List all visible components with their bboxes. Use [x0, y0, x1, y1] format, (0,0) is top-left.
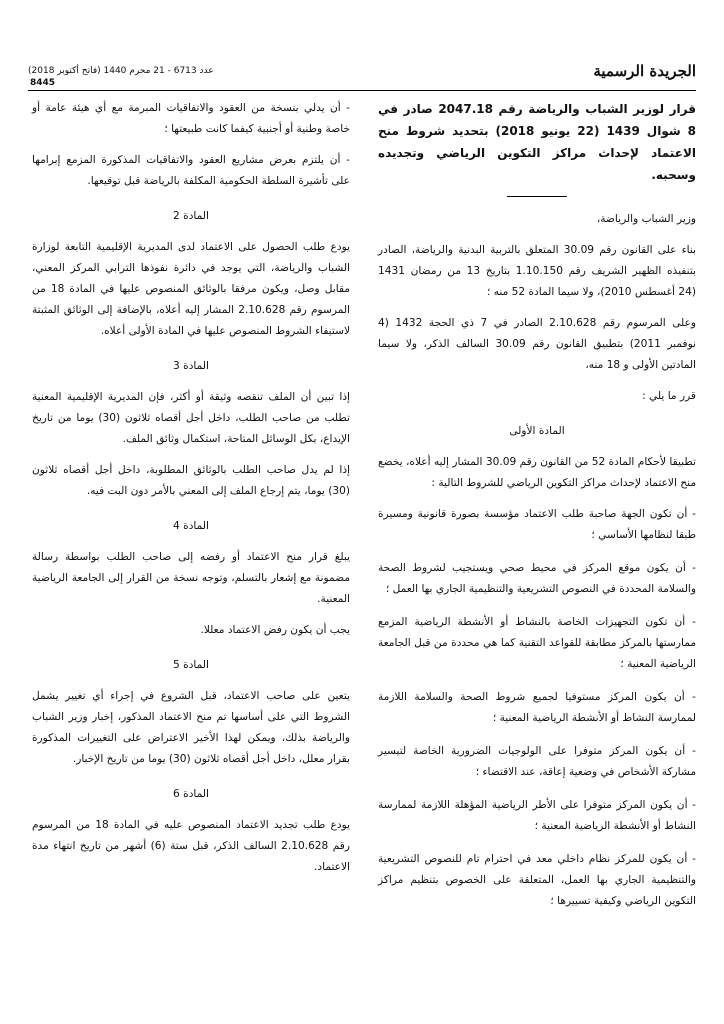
- article-4-text-2: يجب أن يكون رفض الاعتماد معللا.: [200, 624, 350, 636]
- condition-item: - أن يكون المركز متوفرا على الولوجيات الضرورية الخاصة لتيسير مشاركة الأشخاص في وضعية إعاقة، عند الاقتضاء ؛: [378, 745, 696, 778]
- article-5-text: يتعين على صاحب الاعتماد، قبل الشروع في إجراء أي تغيير يشمل الشروط التي على أساسها تم منح الاعتماد المذكور، إخبار وزير الشباب والرياضة بذلك، ويمكن لهذا الأخير الاعتراض على التغييرات المذكورة بقرار معلل، داخل أجل أقصاه ثلاثون (30) يوما من تاريخ الإخبار.: [32, 690, 350, 765]
- page-header: [28, 62, 696, 86]
- issue-info: عدد 6713 - 21 محرم 1440 (فاتح أكتوبر 2018): [28, 66, 214, 76]
- article-6-heading: المادة 6: [173, 788, 209, 800]
- recital-2: وعلى المرسوم رقم 2.10.628 الصادر في 7 ذي الحجة 1432 (4 نوفمبر 2011) بتطبيق القانون رقم 30.09 السالف الذكر، ولا سيما المادتين الأولى و 18 منه،: [378, 317, 696, 371]
- condition-item: - أن يكون المركز مستوفيا لجميع شروط الصحة والسلامة اللازمة لممارسة النشاط أو الأنشطة الرياضية المعنية ؛: [378, 691, 696, 724]
- condition-item: - أن يكون للمركز نظام داخلي معد في احترام تام للنصوص التشريعية والتنظيمية الجاري بها العمل، المتعلقة على الخصوص بتنظيم مراكز التكوين الرياضي وكيفية تسييرها ؛: [378, 853, 696, 907]
- left-column: [32, 98, 350, 888]
- article-1-intro: تطبيقا لأحكام المادة 52 من القانون رقم 30.09 المشار إليه أعلاه، يخضع منح الاعتماد لإحداث مراكز التكوين الرياضي للشروط التالية :: [378, 456, 696, 489]
- continued-condition-1: - أن يدلي بنسخة من العقود والاتفاقيات المبرمة مع أي هيئة عامة أو خاصة وطنية أو أجنبية كيفما كانت طبيعتها ؛: [32, 102, 350, 135]
- recital-1: بناء على القانون رقم 30.09 المتعلق بالتربية البدنية والرياضة، الصادر بتنفيذه الظهير الشريف رقم 1.10.150 بتاريخ 13 من رمضان 1431 (24 أغسطس 2010)، ولا سيما المادة 52 منه ؛: [378, 244, 696, 298]
- condition-item: - أن يكون موقع المركز في محيط صحي ويستجيب لشروط الصحة والسلامة المحددة في النصوص التشريعية والتنظيمية الجاري بها العمل ؛: [378, 562, 696, 595]
- article-4-text-1: يبلغ قرار منح الاعتماد أو رفضه إلى صاحب الطلب بواسطة رسالة مضمونة مع إشعار بالتسلم، وتوجه نسخة من القرار إلى الجامعة الرياضية المعنية.: [32, 551, 350, 605]
- decides-line: قرر ما يلي :: [642, 390, 696, 402]
- condition-item: - أن تكون التجهيزات الخاصة بالنشاط أو الأنشطة الرياضية المزمع ممارستها بالمركز مطابقة للقواعد التقنية كما هي محددة من قبل الجامعة الرياضية المعنية ؛: [378, 616, 696, 670]
- article-3-text-1: إذا تبين أن الملف تنقصه وثيقة أو أكثر، فإن المديرية الإقليمية المعنية تطلب من صاحب الطلب، داخل أجل أقصاه ثلاثون (30) يوما من تاريخ الإيداع، بكل الوسائل المتاحة، استكمال وثائق الملف.: [32, 391, 350, 445]
- right-column: [378, 98, 696, 924]
- article-5-heading: المادة 5: [173, 659, 209, 671]
- journal-name: الجريدة الرسمية: [593, 62, 696, 80]
- continued-condition-2: - أن يلتزم بعرض مشاريع العقود والاتفاقيات المذكورة المزمع إبرامها على تأشيرة السلطة الحكومية المكلفة بالرياضة قبل توقيعها.: [32, 154, 350, 187]
- article-4-heading: المادة 4: [173, 520, 209, 532]
- title-separator: [507, 196, 567, 197]
- page-number: 8445: [30, 78, 56, 88]
- article-6-text: يودع طلب تجديد الاعتماد المنصوص عليه في المادة 18 من المرسوم رقم 2.10.628 السالف الذكر، قبل ستة (6) أشهر من تاريخ انتهاء مدة الاعتماد.: [32, 819, 350, 873]
- article-3-heading: المادة 3: [173, 360, 209, 372]
- article-2-heading: المادة 2: [173, 210, 209, 222]
- article-1-heading: المادة الأولى: [509, 425, 565, 437]
- header-rule: [28, 90, 696, 91]
- decree-title: قرار لوزير الشباب والرياضة رقم 2047.18 صادر في 8 شوال 1439 (22 يونيو 2018) بتحديد شروط منح الاعتماد لإحداث مراكز التكوين الرياضي وتجديده وسحبه.: [378, 102, 696, 182]
- article-3-text-2: إذا لم يدل صاحب الطلب بالوثائق المطلوبة، داخل أجل أقصاه ثلاثون (30) يوما، يتم إرجاع الملف إلى المعني بالأمر دون البت فيه.: [32, 464, 350, 497]
- article-2-text: يودع طلب الحصول على الاعتماد لدى المديرية الإقليمية التابعة لوزارة الشباب والرياضة، التي يوجد في دائرة نفوذها الترابي المركز المعني، مقابل وصل، ويكون مرفقا بالوثائق المنصوص عليها في المادة 18 من المرسوم رقم 2.10.628 المشار إليه أعلاه، بالإضافة إلى الوثائق المثبتة لاستيفاء الشروط المنصوص عليها في المادة الأولى أعلاه.: [32, 241, 350, 337]
- condition-item: - أن يكون المركز متوفرا على الأطر الرياضية المؤهلة اللازمة لممارسة النشاط أو الأنشطة الرياضية المعنية ؛: [378, 799, 696, 832]
- minister-line: وزير الشباب والرياضة،: [596, 213, 696, 225]
- condition-item: - أن تكون الجهة صاحبة طلب الاعتماد مؤسسة بصورة قانونية ومسيرة طبقا لنظامها الأساسي ؛: [378, 508, 696, 541]
